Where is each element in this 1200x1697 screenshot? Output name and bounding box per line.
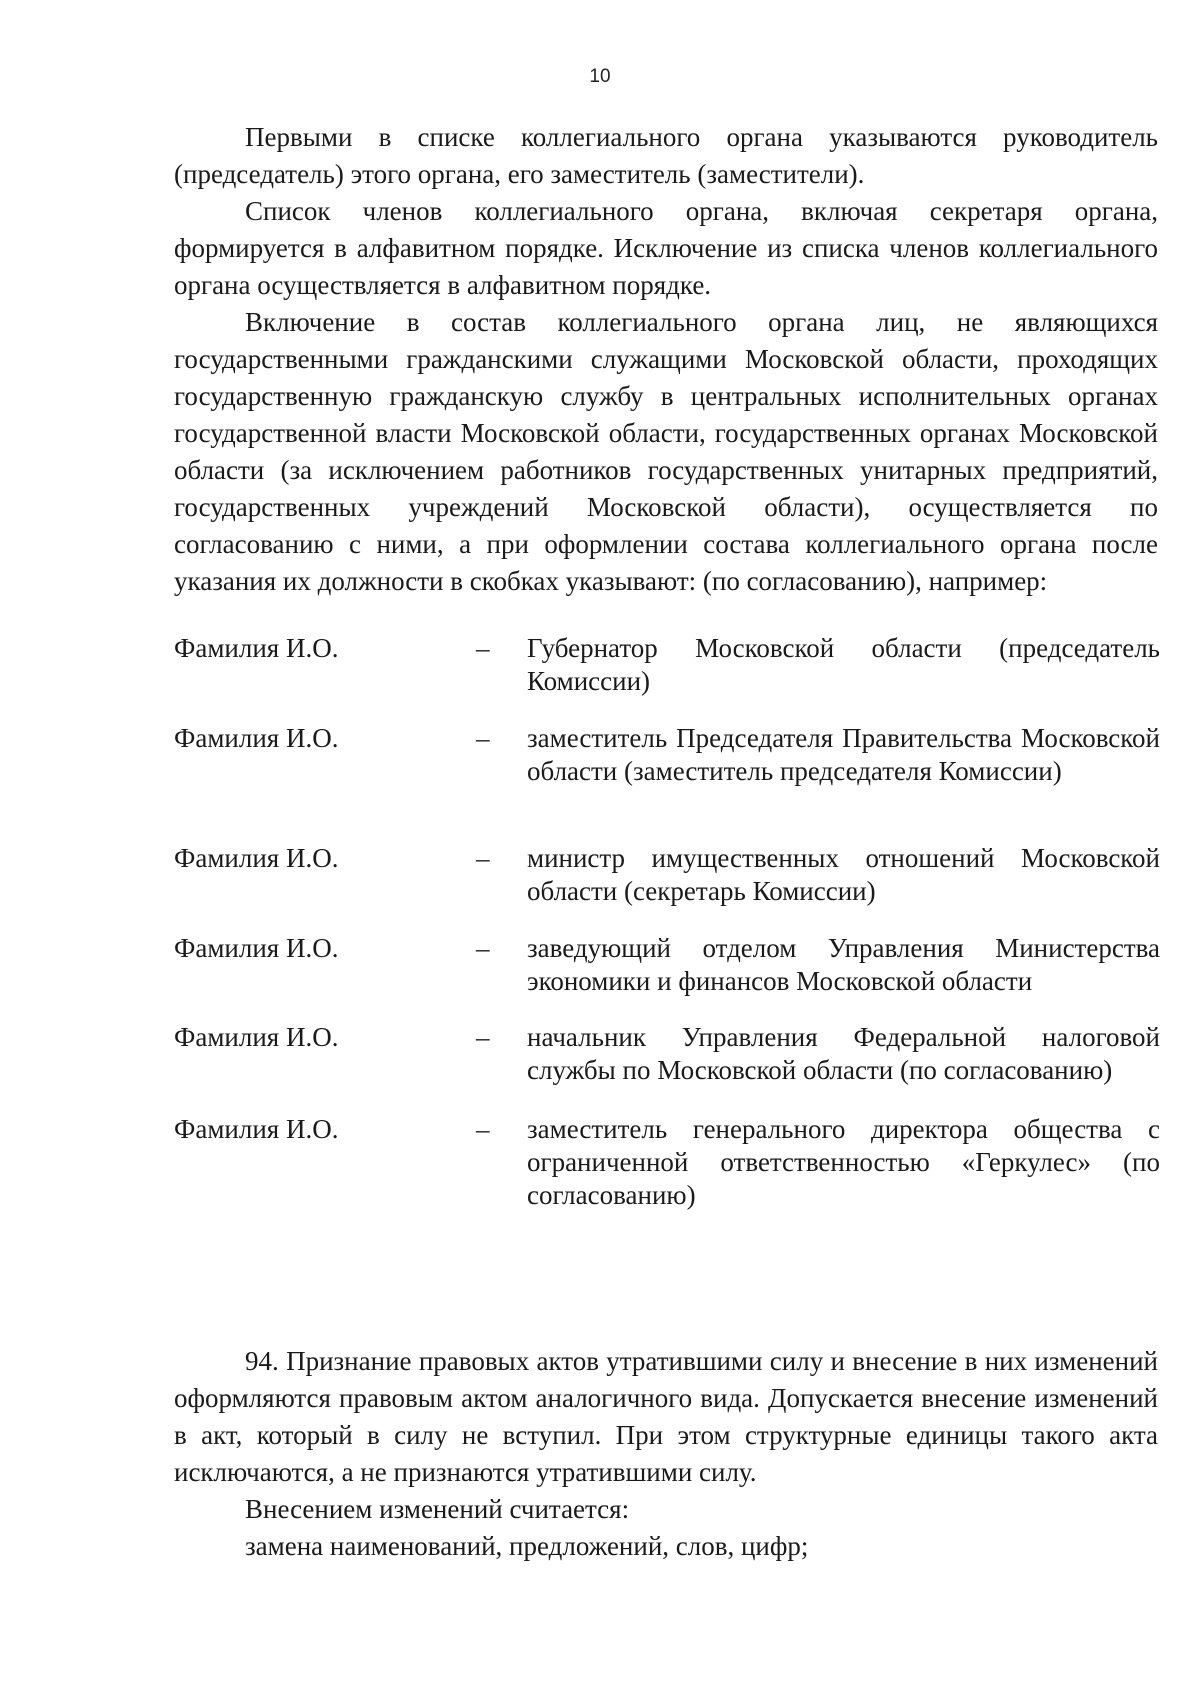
member-dash: – bbox=[476, 1022, 490, 1052]
member-name: Фамилия И.О. bbox=[174, 723, 339, 753]
member-name: Фамилия И.О. bbox=[174, 843, 339, 873]
member-dash: – bbox=[476, 843, 490, 873]
member-role: министр имущественных отношений Московской области (секретарь Комиссии) bbox=[527, 843, 1160, 906]
paragraph-changes-considered: Внесением изменений считается: bbox=[245, 1494, 630, 1524]
paragraph-leaders-first: Первыми в списке коллегиального органа указываются руководитель (председатель) этого органа, его заместитель (заместители). bbox=[174, 122, 1158, 189]
paragraph-alphabetical-order: Список членов коллегиального органа, включая секретаря органа, формируется в алфавитном порядке. Исключение из списка членов коллегиального органа осуществляется в алфавитном порядке. bbox=[174, 196, 1158, 300]
intro-text-block bbox=[174, 119, 1158, 600]
member-role: заместитель генерального директора общества с ограниченной ответственностью «Геркулес» (по согласованию) bbox=[527, 1114, 1160, 1210]
paragraph-inclusion-agreement: Включение в состав коллегиального органа лиц, не являющихся государственными гражданскими служащими Московской области, проходящих государственную гражданскую службу в центральных исполнительных органах государственной власти Московской области, государственных органах Московской области (за исключением работников государственных унитарных предприятий, государственных учреждений Московской области), осуществляется по согласованию с ними, а при оформлении состава коллегиального органа после указания их должности в скобках указывают: (по согласованию), например: bbox=[174, 307, 1158, 596]
page-number: 10 bbox=[589, 66, 611, 87]
member-dash: – bbox=[476, 723, 490, 753]
member-role: заместитель Председателя Правительства Московской области (заместитель председателя Комиссии) bbox=[527, 723, 1160, 786]
paragraph-94: 94. Признание правовых актов утратившими силу и внесение в них изменений оформляются правовым актом аналогичного вида. Допускается внесение изменений в акт, который в силу не вступил. При этом структурные единицы такого акта исключаются, а не признаются утратившими силу. bbox=[174, 1346, 1158, 1487]
member-name: Фамилия И.О. bbox=[174, 1022, 339, 1052]
member-role: Губернатор Московской области (председатель Комиссии) bbox=[527, 633, 1160, 696]
section-94-block bbox=[174, 1343, 1158, 1565]
member-name: Фамилия И.О. bbox=[174, 933, 339, 963]
member-dash: – bbox=[476, 933, 490, 963]
member-name: Фамилия И.О. bbox=[174, 633, 339, 663]
member-dash: – bbox=[476, 633, 490, 663]
member-dash: – bbox=[476, 1114, 490, 1144]
paragraph-replacement: замена наименований, предложений, слов, цифр; bbox=[245, 1531, 809, 1561]
member-role: заведующий отделом Управления Министерства экономики и финансов Московской области bbox=[527, 933, 1160, 996]
member-name: Фамилия И.О. bbox=[174, 1114, 339, 1144]
member-role: начальник Управления Федеральной налоговой службы по Московской области (по согласованию) bbox=[527, 1022, 1160, 1085]
